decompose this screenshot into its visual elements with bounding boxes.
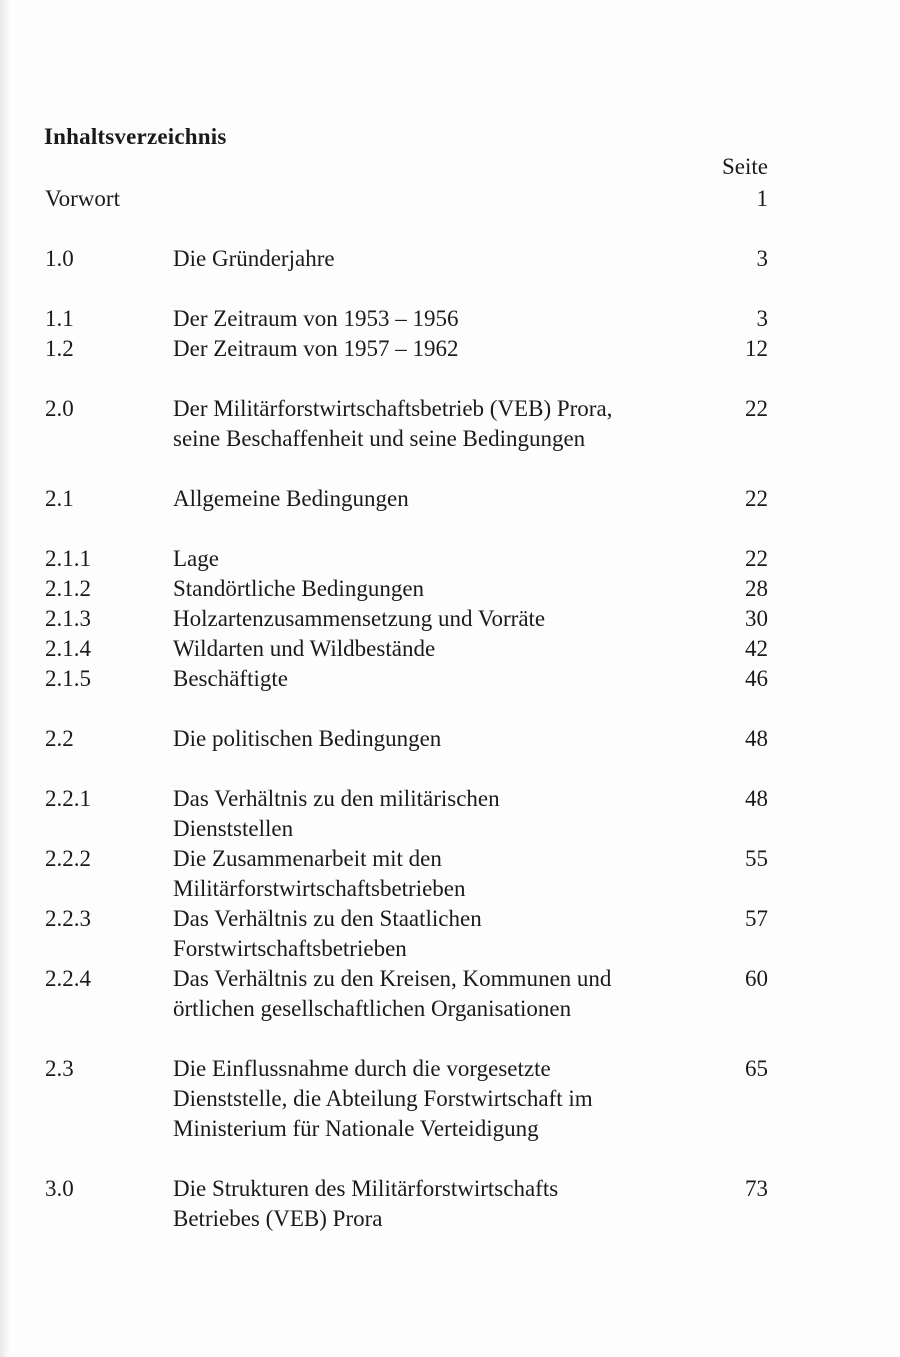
toc-entry-title-line: Betriebes (VEB) Prora <box>173 1206 383 1231</box>
toc-entry-page: 65 <box>745 1056 768 1081</box>
toc-entry-title-line: Der Militärforstwirtschaftsbetrieb (VEB) Prora, <box>173 396 613 421</box>
toc-entry-title-line: Lage <box>173 546 219 571</box>
toc-entry-title-line: Forstwirtschaftsbetrieben <box>173 936 407 961</box>
toc-entry-title <box>173 784 713 844</box>
toc-entry-title-line: Der Zeitraum von 1957 – 1962 <box>173 336 459 361</box>
toc-entry-page: 48 <box>745 786 768 811</box>
toc-entry-page: 42 <box>745 636 768 661</box>
toc-heading: Inhaltsverzeichnis <box>44 124 227 149</box>
toc-entry-title-line: Der Zeitraum von 1953 – 1956 <box>173 306 459 331</box>
toc-entry-page: 1 <box>756 186 768 211</box>
toc-entry-title-line: Militärforstwirtschaftsbetrieben <box>173 876 466 901</box>
toc-entry-title-line: Das Verhältnis zu den militärischen <box>173 786 500 811</box>
toc-entry-number: 2.3 <box>45 1056 74 1081</box>
toc-entry-number: 2.2.2 <box>45 846 91 871</box>
toc-entry-page: 73 <box>745 1176 768 1201</box>
toc-entry-title-line: Ministerium für Nationale Verteidigung <box>173 1116 539 1141</box>
page-column-label: Seite <box>722 154 768 179</box>
toc-entry-title <box>173 574 713 604</box>
toc-entry-title <box>173 634 713 664</box>
toc-entry-page: 60 <box>745 966 768 991</box>
toc-entry-page: 48 <box>745 726 768 751</box>
toc-entry-title <box>173 964 713 1024</box>
toc-entry-page: 28 <box>745 576 768 601</box>
toc-entry-number: 2.1.4 <box>45 636 91 661</box>
toc-entry-title-line: örtlichen gesellschaftlichen Organisationen <box>173 996 572 1021</box>
toc-entry-title-line: Allgemeine Bedingungen <box>173 486 409 511</box>
toc-entry-number: 2.1.3 <box>45 606 91 631</box>
toc-entry-number: 1.1 <box>45 306 74 331</box>
toc-entry-number: 1.2 <box>45 336 74 361</box>
toc-entry-title <box>173 394 713 454</box>
toc-entry-page: 3 <box>756 246 768 271</box>
toc-entry-number: 2.2.1 <box>45 786 91 811</box>
toc-entry-number: 2.2.3 <box>45 906 91 931</box>
toc-entry-page: 46 <box>745 666 768 691</box>
toc-entry-number: 1.0 <box>45 246 74 271</box>
toc-entry-page: 12 <box>745 336 768 361</box>
toc-entry-title-line: Standörtliche Bedingungen <box>173 576 425 601</box>
toc-entry-title-line: Dienststelle, die Abteilung Forstwirtschaft im <box>173 1086 593 1111</box>
toc-entry-title <box>173 1054 713 1144</box>
toc-entry-number: 2.0 <box>45 396 74 421</box>
toc-entry-title <box>173 304 713 334</box>
toc-entry-title-line: seine Beschaffenheit und seine Bedingungen <box>173 426 586 451</box>
toc-entry-title <box>173 1174 713 1234</box>
toc-entry-page: 3 <box>756 306 768 331</box>
toc-entry-title-line: Das Verhältnis zu den Staatlichen <box>173 906 482 931</box>
toc-entry-number: 2.1.5 <box>45 666 91 691</box>
toc-entry-title-line: Die Einflussnahme durch die vorgesetzte <box>173 1056 551 1081</box>
toc-entry-title-line: Das Verhältnis zu den Kreisen, Kommunen und <box>173 966 612 991</box>
toc-entry-title-line: Dienststellen <box>173 816 294 841</box>
toc-entry-title <box>173 334 713 364</box>
toc-entry-title-line: Beschäftigte <box>173 666 288 691</box>
toc-entry-page: 30 <box>745 606 768 631</box>
toc-entry-title <box>173 244 713 274</box>
toc-entry-title-line: Die politischen Bedingungen <box>173 726 442 751</box>
toc-entry-number: 2.1.1 <box>45 546 91 571</box>
toc-entry-title <box>173 904 713 964</box>
toc-entry-title-line: Die Zusammenarbeit mit den <box>173 846 442 871</box>
toc-entry-page: 22 <box>745 546 768 571</box>
toc-entry-number: 2.1 <box>45 486 74 511</box>
toc-entry-page: 57 <box>745 906 768 931</box>
toc-entry-number: 2.2 <box>45 726 74 751</box>
toc-entry-title-line: Die Gründerjahre <box>173 246 335 271</box>
toc-entry-title-line: Wildarten und Wildbestände <box>173 636 436 661</box>
toc-entry-number: 2.2.4 <box>45 966 91 991</box>
toc-entry-page: 22 <box>745 486 768 511</box>
toc-entry-page: 22 <box>745 396 768 421</box>
toc-entry-title <box>173 544 713 574</box>
toc-entry-title-line: Holzartenzusammensetzung und Vorräte <box>173 606 546 631</box>
toc-entry-title <box>173 484 713 514</box>
toc-entry-title-line: Die Strukturen des Militärforstwirtschafts <box>173 1176 559 1201</box>
toc-entry-title <box>173 604 713 634</box>
toc-entry-title <box>173 664 713 694</box>
toc-entry-number: 2.1.2 <box>45 576 91 601</box>
toc-entry-title <box>173 724 713 754</box>
toc-entry-number: 3.0 <box>45 1176 74 1201</box>
toc-entry-number: Vorwort <box>45 186 120 211</box>
toc-entry-page: 55 <box>745 846 768 871</box>
toc-entry-title <box>173 844 713 904</box>
